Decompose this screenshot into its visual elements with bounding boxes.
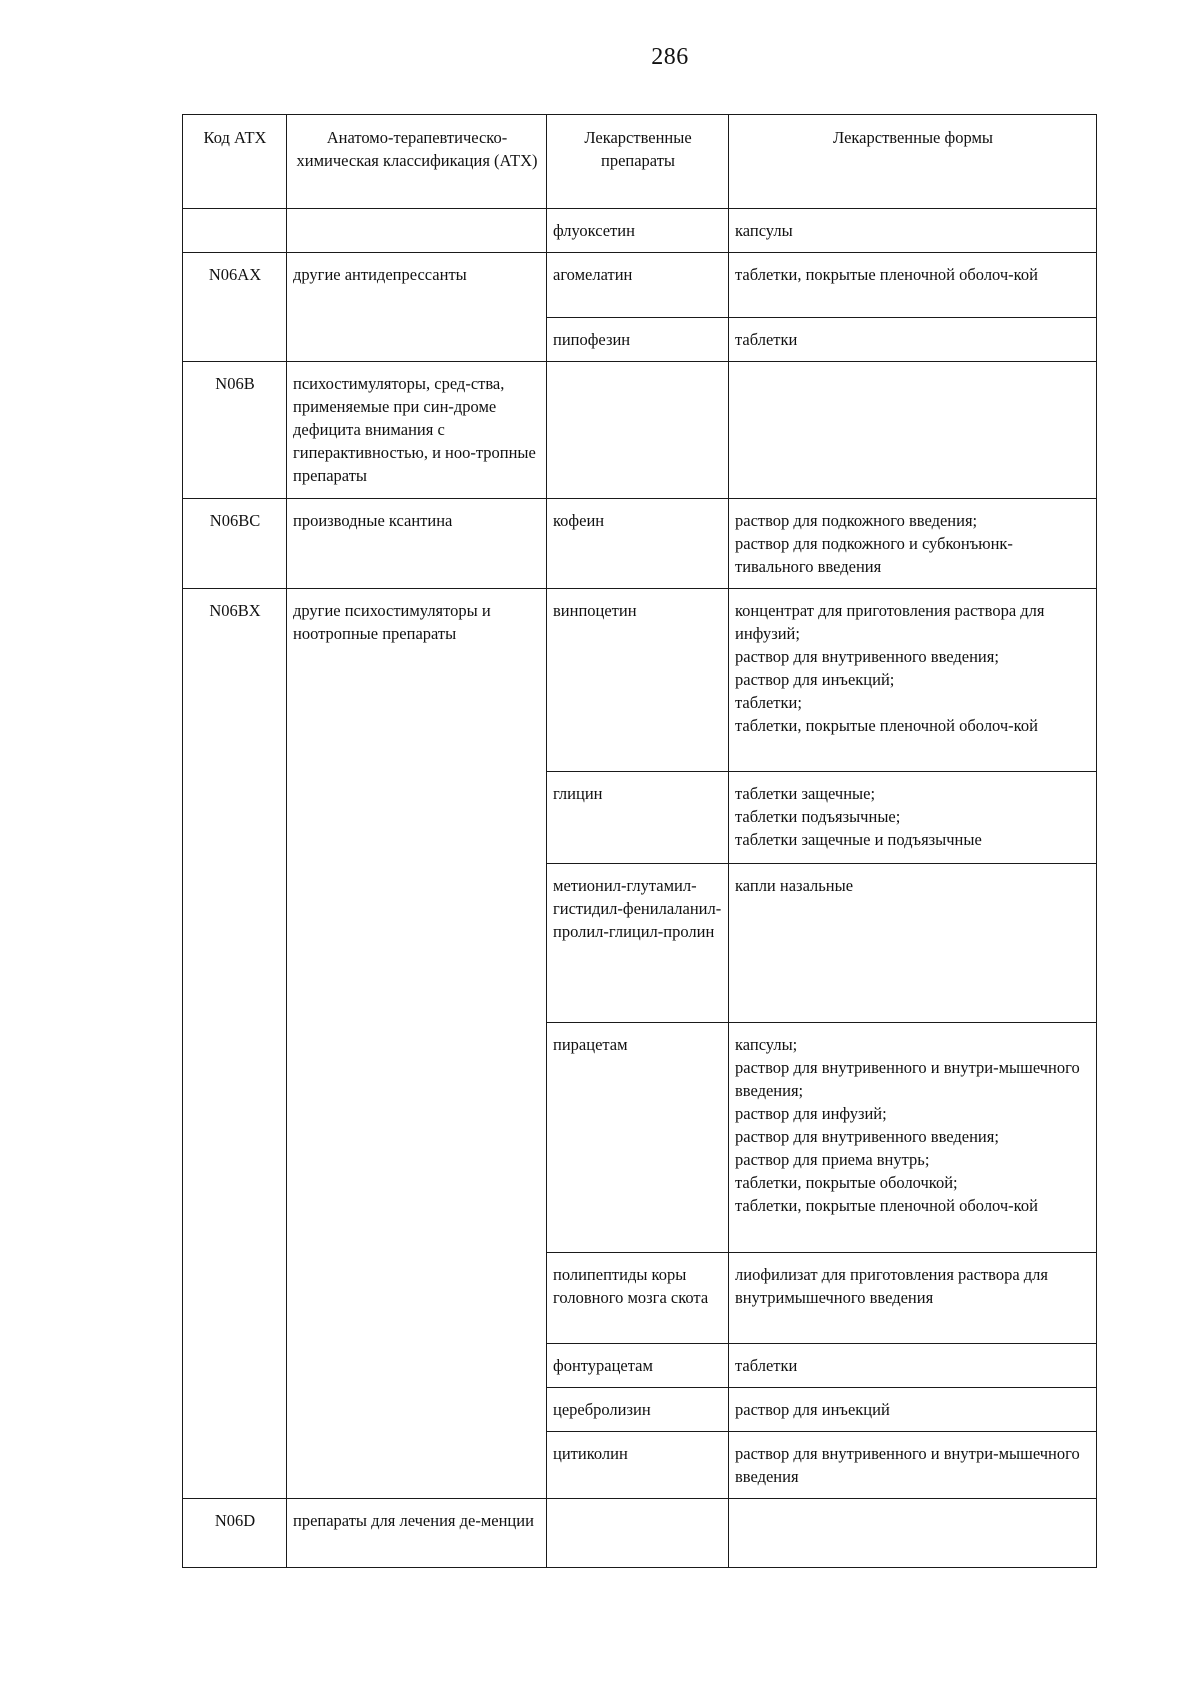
header-classification: Анатомо-терапевтическо-химическая классификация (АТХ) — [287, 115, 547, 209]
page-number: 286 — [651, 44, 689, 70]
atx-drug-table — [182, 114, 1097, 1568]
forms-cell: таблетки, покрытые пленочной оболоч-кой — [729, 253, 1097, 318]
classification-cell — [287, 209, 547, 253]
forms-cell: таблетки защечные; таблетки подъязычные; таблетки защечные и подъязычные — [729, 772, 1097, 864]
drug-cell — [547, 362, 729, 499]
classification-cell: психостимуляторы, сред-ства, применяемые при син-дроме дефицита внимания с гиперактивностью, и ноо-тропные препараты — [287, 362, 547, 499]
drug-cell: кофеин — [547, 499, 729, 589]
forms-cell — [729, 1499, 1097, 1568]
forms-cell: концентрат для приготовления раствора для инфузий; раствор для внутривенного введения; раствор для инъекций; таблетки; таблетки, покрытые пленочной оболоч-кой — [729, 589, 1097, 772]
drug-cell: пипофезин — [547, 318, 729, 362]
atx-code-cell: N06AX — [183, 253, 287, 362]
drug-cell: пирацетам — [547, 1023, 729, 1253]
table-row — [183, 362, 1097, 499]
table-row — [183, 589, 1097, 772]
table-row — [183, 209, 1097, 253]
drug-cell: агомелатин — [547, 253, 729, 318]
forms-cell: капсулы — [729, 209, 1097, 253]
table-row — [183, 253, 1097, 318]
classification-cell: другие психостимуляторы и ноотропные препараты — [287, 589, 547, 1499]
drug-cell: глицин — [547, 772, 729, 864]
drug-cell: полипептиды коры головного мозга скота — [547, 1253, 729, 1344]
atx-code-cell: N06BX — [183, 589, 287, 1499]
forms-cell: таблетки — [729, 318, 1097, 362]
drug-cell: церебролизин — [547, 1388, 729, 1432]
forms-cell: раствор для подкожного введения; раствор для подкожного и субконъюнк-тивального введения — [729, 499, 1097, 589]
forms-cell: раствор для внутривенного и внутри-мышечного введения — [729, 1432, 1097, 1499]
classification-cell: другие антидепрессанты — [287, 253, 547, 362]
drug-cell: метионил-глутамил-гистидил-фенилаланил-пролил-глицил-пролин — [547, 864, 729, 1023]
header-drugs: Лекарственные препараты — [547, 115, 729, 209]
forms-cell: капли назальные — [729, 864, 1097, 1023]
forms-cell: капсулы; раствор для внутривенного и внутри-мышечного введения; раствор для инфузий; раствор для внутривенного введения; раствор для приема внутрь; таблетки, покрытые оболочкой; таблетки, покрытые пленочной оболоч-кой — [729, 1023, 1097, 1253]
drug-cell: фонтурацетам — [547, 1344, 729, 1388]
forms-cell — [729, 362, 1097, 499]
atx-code-cell: N06BC — [183, 499, 287, 589]
forms-cell: таблетки — [729, 1344, 1097, 1388]
forms-cell: лиофилизат для приготовления раствора для внутримышечного введения — [729, 1253, 1097, 1344]
drug-cell: флуоксетин — [547, 209, 729, 253]
atx-code-cell: N06B — [183, 362, 287, 499]
table-row — [183, 499, 1097, 589]
classification-cell: препараты для лечения де-менции — [287, 1499, 547, 1568]
table-row — [183, 1499, 1097, 1568]
header-code: Код АТХ — [183, 115, 287, 209]
drug-cell — [547, 1499, 729, 1568]
header-forms: Лекарственные формы — [729, 115, 1097, 209]
atx-code-cell — [183, 209, 287, 253]
table-header-row — [183, 115, 1097, 209]
classification-cell: производные ксантина — [287, 499, 547, 589]
atx-code-cell: N06D — [183, 1499, 287, 1568]
forms-cell: раствор для инъекций — [729, 1388, 1097, 1432]
drug-cell: винпоцетин — [547, 589, 729, 772]
drug-cell: цитиколин — [547, 1432, 729, 1499]
